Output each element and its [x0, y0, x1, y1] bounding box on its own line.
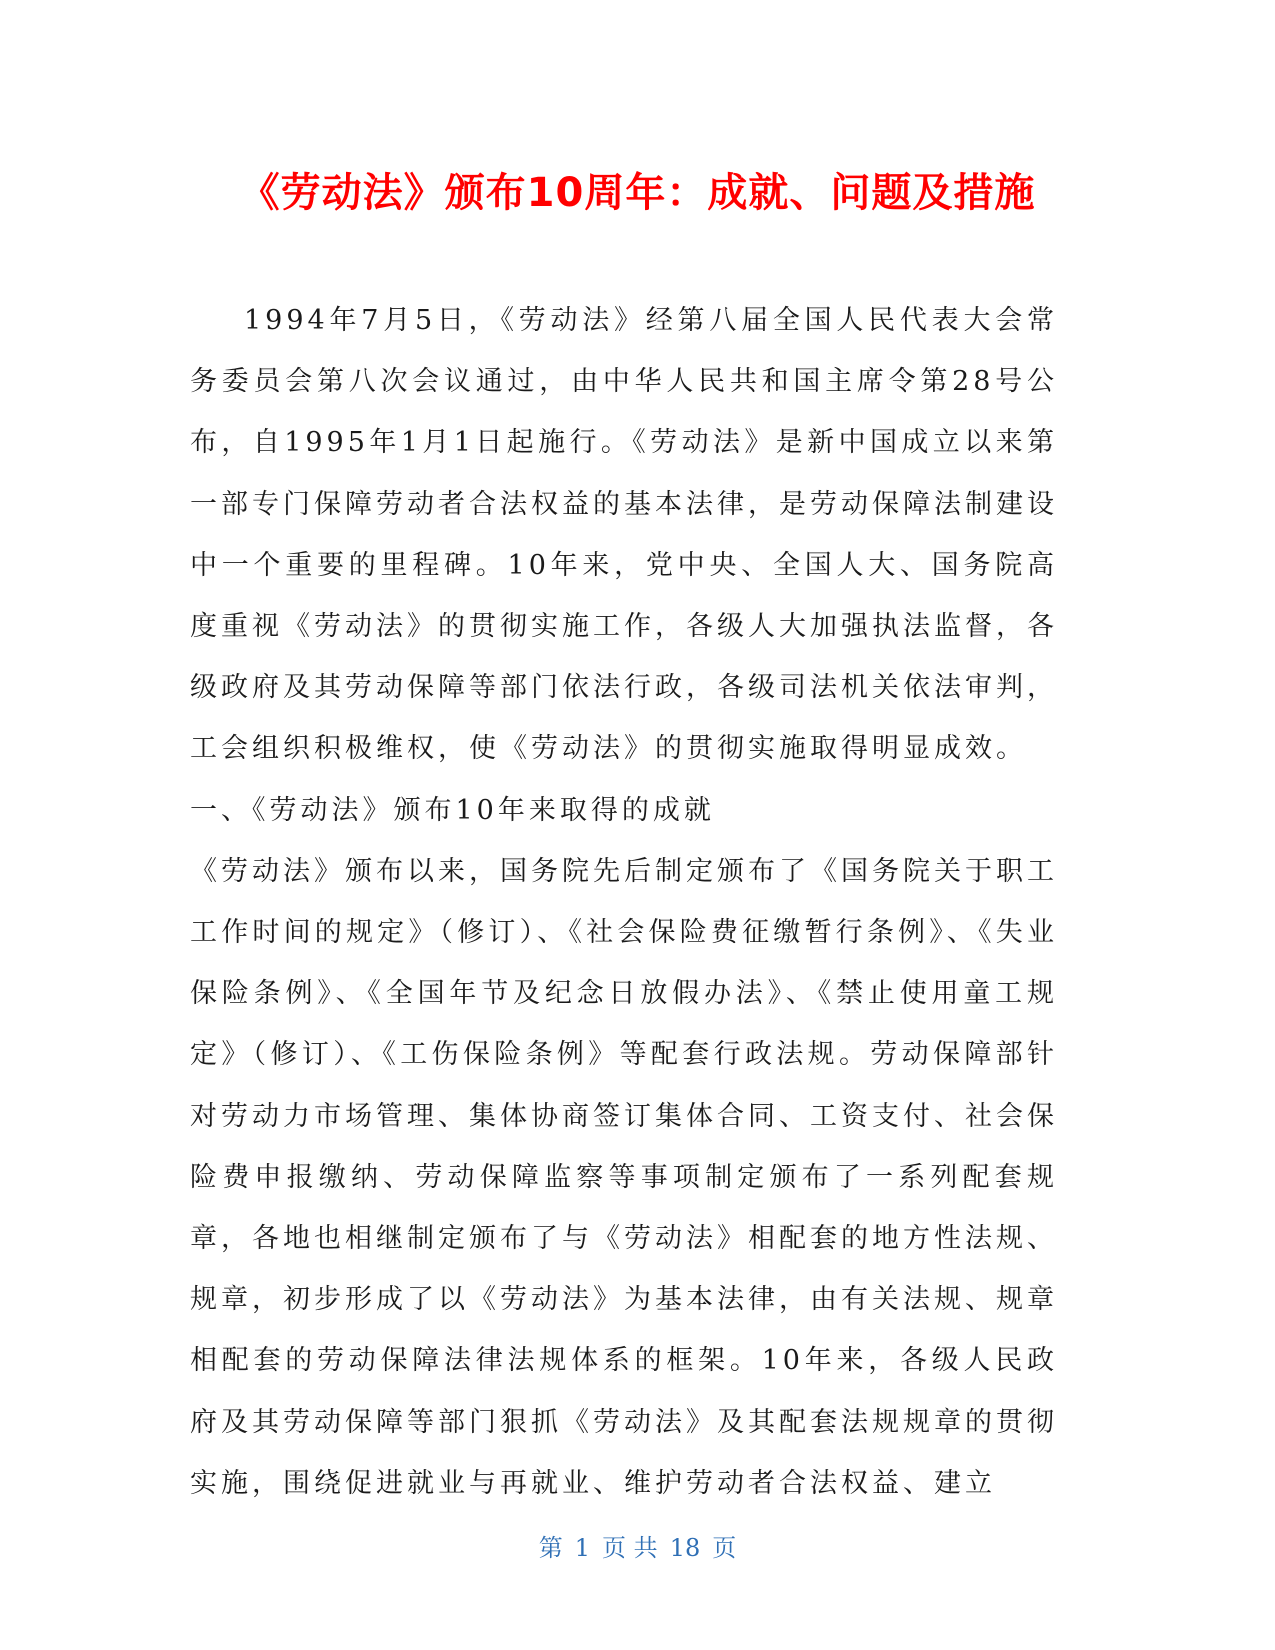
- footer-mid: 页 共: [602, 1534, 658, 1562]
- footer-page-number: 1: [574, 1534, 591, 1562]
- section-paragraph: 《劳动法》颁布以来，国务院先后制定颁布了《国务院关于职工工作时间的规定》（修订）、《社会保险费征缴暂行条例》、《失业保险条例》、《全国年节及纪念日放假办法》、《禁止使用童工规定》（修订）、《工伤保险条例》等配套行政法规。劳动保障部针对劳动力市场管理、集体协商签订集体合同、工资支付、社会保险费申报缴纳、劳动保障监察等事项制定颁布了一系列配套规章，各地也相继制定颁布了与《劳动法》相配套的地方性法规、规章，初步形成了以《劳动法》为基本法律，由有关法规、规章相配套的劳动保障法律法规体系的框架。10年来，各级人民政府及其劳动保障等部门狠抓《劳动法》及其配套法规规章的贯彻实施，围绕促进就业与再就业、维护劳动者合法权益、建立: [190, 855, 1058, 1499]
- section-heading: 一、《劳动法》颁布10年来取得的成就: [190, 794, 715, 826]
- document-title: 《劳动法》颁布10周年：成就、问题及措施: [239, 170, 1036, 216]
- footer-total-pages: 18: [669, 1534, 701, 1562]
- page-footer: [0, 1532, 1275, 1564]
- footer-prefix: 第: [538, 1534, 563, 1562]
- document-body: [190, 290, 1058, 1514]
- intro-paragraph: 1994年7月5日，《劳动法》经第八届全国人民代表大会常务委员会第八次会议通过，由中华人民共和国主席令第28号公布，自1995年1月1日起施行。《劳动法》是新中国成立以来第一部专门保障劳动者合法权益的基本法律，是劳动保障法制建设中一个重要的里程碑。10年来，党中央、全国人大、国务院高度重视《劳动法》的贯彻实施工作，各级人大加强执法监督，各级政府及其劳动保障等部门依法行政，各级司法机关依法审判，工会组织积极维权，使《劳动法》的贯彻实施取得明显成效。: [190, 305, 1058, 765]
- footer-suffix: 页: [712, 1534, 737, 1562]
